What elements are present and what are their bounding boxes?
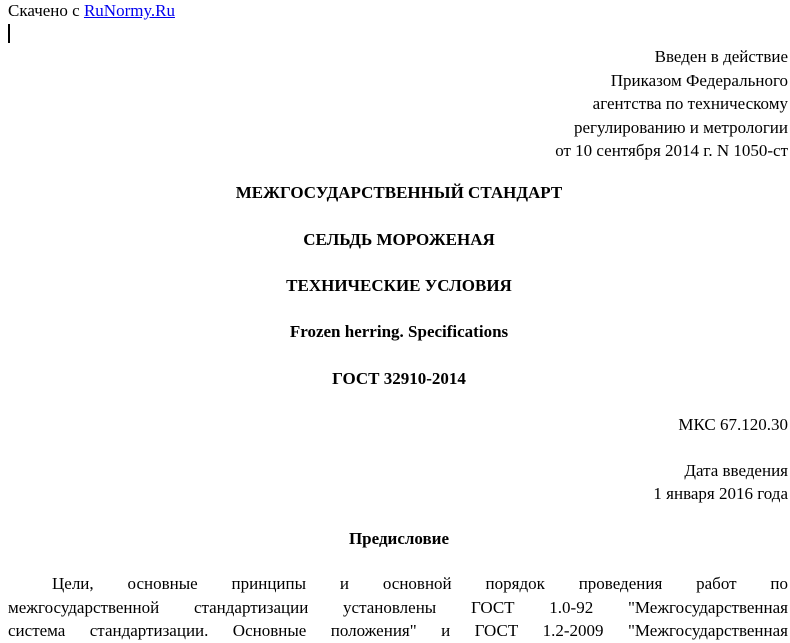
introduced-line: Приказом Федерального [610, 70, 788, 90]
download-note [8, 1, 175, 21]
text-cursor [8, 24, 10, 43]
standard-type-heading: МЕЖГОСУДАРСТВЕННЫЙ СТАНДАРТ [235, 183, 563, 202]
introduced-line: агентства по техническому [592, 94, 788, 113]
gost-code: ГОСТ 32910-2014 [332, 369, 466, 388]
download-note-prefix: Скачено с [8, 1, 84, 20]
introduced-line: от 10 сентября 2014 г. N 1050-ст [555, 141, 788, 160]
preface-paragraph [8, 572, 788, 643]
introduced-block [555, 45, 788, 163]
runormy-link[interactable]: RuNormy.Ru [83, 1, 175, 20]
document-title: СЕЛЬДЬ МОРОЖЕНАЯ [303, 230, 495, 249]
intro-date-value: 1 января 2016 года [653, 484, 788, 503]
intro-date-label: Дата введения [684, 461, 788, 480]
introduced-line: Введен в действие [654, 47, 788, 66]
paragraph-line: Цели, основные принципы и основной порядок проведения работ по [52, 574, 788, 593]
paragraph-line: межгосударственной стандартизации установлены ГОСТ 1.0-92 "Межгосударственная [8, 597, 788, 617]
paragraph-line: система стандартизации. Основные положения" и ГОСТ 1.2-2009 "Межгосударственная [8, 621, 788, 640]
document-subtitle: ТЕХНИЧЕСКИЕ УСЛОВИЯ [286, 276, 512, 295]
english-title: Frozen herring. Specifications [289, 322, 509, 341]
mks-code: МКС 67.120.30 [678, 415, 788, 434]
preface-heading: Предисловие [348, 529, 450, 548]
introduced-line: регулированию и метрологии [573, 117, 788, 137]
